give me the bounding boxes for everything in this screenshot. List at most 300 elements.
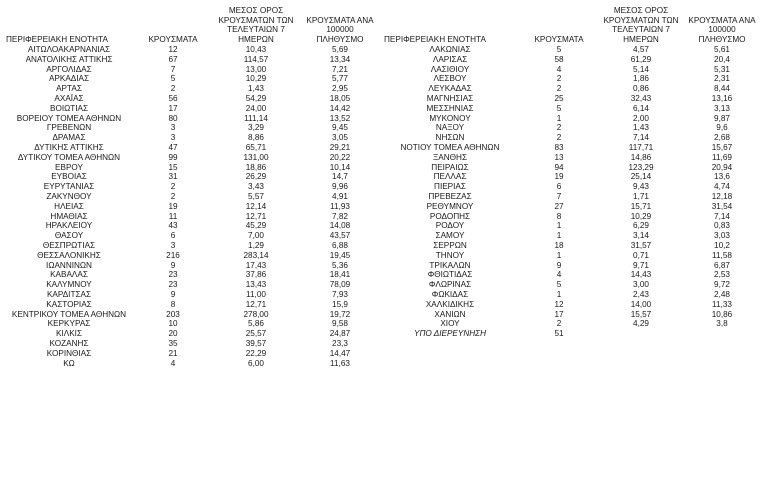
header-avg7-line2: ΚΡΟΥΣΜΑΤΩΝ ΤΩΝ: [218, 15, 294, 25]
table-row: [382, 212, 762, 222]
cases-cell: 9: [170, 260, 176, 270]
per100k-cell: 7,93: [332, 289, 348, 299]
cases-cell: 1: [556, 231, 562, 241]
avg7-cell: 278,00: [243, 309, 269, 319]
cases-cell: 21: [168, 348, 178, 358]
cases-cell: 2: [170, 182, 176, 192]
region-cell: ΦΩΚΙΔΑΣ: [431, 289, 469, 299]
table-row: [4, 163, 380, 173]
per100k-cell: 9,6: [716, 123, 728, 133]
per100k-cell: 10,86: [711, 309, 733, 319]
avg7-cell: 0,71: [633, 250, 649, 260]
table-header-row: [382, 6, 762, 45]
cases-cell: 51: [554, 329, 564, 339]
avg7-cell: 2,00: [633, 113, 649, 123]
avg7-cell: 15,57: [630, 309, 652, 319]
per100k-cell: 19,45: [329, 250, 351, 260]
avg7-cell: 3,14: [633, 231, 649, 241]
table-row: [4, 172, 380, 182]
per100k-cell: 11,63: [330, 358, 350, 368]
table-row: [4, 349, 380, 359]
region-cell: ΘΕΣΣΑΛΟΝΙΚΗΣ: [37, 250, 101, 260]
avg7-cell: 117,71: [628, 142, 654, 152]
per100k-cell: 13,52: [329, 113, 351, 123]
header-per100k-line2: ΠΛΗΘΥΣΜΟ: [316, 34, 364, 44]
table-row: [4, 290, 380, 300]
region-cell: ΔΡΑΜΑΣ: [52, 133, 86, 143]
per100k-cell: 14,08: [329, 221, 351, 231]
region-cell: ΥΠΟ ΔΙΕΡΕΥΝΗΣΗ: [414, 329, 486, 339]
table-row: [382, 310, 762, 320]
per100k-cell: 4,74: [714, 182, 730, 192]
region-cell: ΗΜΑΘΙΑΣ: [50, 211, 88, 221]
per100k-cell: 11,69: [712, 152, 732, 162]
table-row: [4, 221, 380, 231]
avg7-cell: 6,14: [633, 103, 649, 113]
header-cases: ΚΡΟΥΣΜΑΤΑ: [534, 34, 584, 44]
avg7-cell: 15,71: [630, 201, 652, 211]
per100k-cell: 9,87: [714, 113, 730, 123]
per100k-cell: 31,54: [711, 201, 733, 211]
cases-cell: 2: [556, 123, 562, 133]
table-row: [382, 241, 762, 251]
avg7-cell: 123,29: [628, 162, 654, 172]
avg7-cell: 9,71: [633, 260, 649, 270]
region-cell: ΣΕΡΡΩΝ: [433, 240, 467, 250]
region-cell: ΑΡΤΑΣ: [56, 84, 82, 94]
avg7-cell: 24,00: [245, 103, 267, 113]
table-row: [4, 300, 380, 310]
cases-cell: 7: [556, 191, 562, 201]
table-row: [382, 74, 762, 84]
region-cell: ΛΑΚΩΝΙΑΣ: [429, 45, 471, 54]
per100k-cell: 11,93: [330, 201, 350, 211]
cases-cell: 58: [554, 54, 564, 64]
table-row: [4, 192, 380, 202]
region-cell: ΝΟΤΙΟΥ ΤΟΜΕΑ ΑΘΗΝΩΝ: [400, 142, 500, 152]
table-row: [382, 319, 762, 329]
per100k-cell: 20,94: [711, 162, 733, 172]
per100k-cell: 2,68: [714, 133, 730, 143]
cases-cell: 13: [554, 152, 564, 162]
region-cell: ΕΒΡΟΥ: [55, 162, 83, 172]
avg7-cell: 9,43: [633, 182, 649, 192]
region-cell: ΦΛΩΡΙΝΑΣ: [428, 280, 472, 290]
per100k-cell: 4,91: [332, 191, 348, 201]
per100k-cell: 2,31: [714, 74, 730, 84]
table-row: [382, 123, 762, 133]
avg7-cell: 54,29: [245, 93, 267, 103]
region-cell: ΔΥΤΙΚΟΥ ΤΟΜΕΑ ΑΘΗΝΩΝ: [17, 152, 121, 162]
avg7-cell: 61,29: [630, 54, 652, 64]
avg7-cell: 5,86: [248, 319, 264, 329]
header-per100k-line1: ΚΡΟΥΣΜΑΤΑ ΑΝΑ 100000: [688, 15, 756, 34]
table-row: [382, 65, 762, 75]
cases-cell: 8: [170, 299, 176, 309]
avg7-cell: 4,57: [633, 45, 649, 54]
per100k-cell: 3,05: [332, 133, 348, 143]
region-cell: ΒΟΡΕΙΟΥ ΤΟΜΕΑ ΑΘΗΝΩΝ: [16, 113, 122, 123]
table-row: [4, 153, 380, 163]
per100k-cell: 3,13: [714, 103, 730, 113]
table-row: [4, 123, 380, 133]
table-row: [4, 84, 380, 94]
table-row: [4, 280, 380, 290]
table-row: [4, 241, 380, 251]
avg7-cell: 13,00: [245, 64, 267, 74]
cases-cell: 2: [170, 191, 176, 201]
table-row: [382, 202, 762, 212]
avg7-cell: 1,43: [633, 123, 649, 133]
per100k-cell: 9,58: [332, 319, 348, 329]
cases-cell: 2: [556, 84, 562, 94]
per100k-cell: 5,69: [332, 45, 348, 54]
avg7-cell: 1,71: [633, 191, 649, 201]
table-row: [382, 114, 762, 124]
region-cell: ΡΕΘΥΜΝΟΥ: [426, 201, 474, 211]
table-row: [4, 133, 380, 143]
header-per100k: [682, 6, 762, 45]
per100k-cell: 14,7: [332, 172, 348, 182]
table-row: [4, 45, 380, 55]
per100k-cell: 14,42: [329, 103, 351, 113]
table-row: [4, 251, 380, 261]
region-cell: ΕΥΡΥΤΑΝΙΑΣ: [43, 182, 95, 192]
region-cell: ΒΟΙΩΤΙΑΣ: [49, 103, 89, 113]
avg7-cell: 25,14: [630, 172, 652, 182]
per100k-cell: 78,09: [329, 280, 351, 290]
cases-cell: 2: [556, 74, 562, 84]
region-cell: ΡΟΔΟΥ: [435, 221, 465, 231]
table-row: [382, 153, 762, 163]
avg7-cell: 1,43: [248, 84, 264, 94]
cases-cell: 9: [556, 260, 562, 270]
header-per100k-line1: ΚΡΟΥΣΜΑΤΑ ΑΝΑ 100000: [306, 15, 374, 34]
table-row: [382, 192, 762, 202]
cases-cell: 43: [168, 221, 178, 231]
cases-cell: 2: [170, 84, 176, 94]
per100k-cell: 20,22: [329, 152, 351, 162]
table-row: [4, 339, 380, 349]
per100k-cell: 5,61: [714, 45, 730, 54]
avg7-cell: 5,57: [248, 191, 264, 201]
avg7-cell: 3,43: [248, 182, 264, 192]
region-cell: ΑΙΤΩΛΟΑΚΑΡΝΑΝΙΑΣ: [27, 45, 111, 54]
table-row: [4, 212, 380, 222]
region-cell: ΚΑΡΔΙΤΣΑΣ: [46, 289, 92, 299]
per100k-cell: 7,14: [714, 211, 730, 221]
avg7-cell: 12,14: [245, 201, 267, 211]
table-row: [4, 359, 380, 369]
table-row: [382, 329, 762, 339]
cases-cell: 12: [168, 45, 178, 54]
avg7-cell: 32,43: [630, 93, 652, 103]
cases-cell: 7: [170, 64, 176, 74]
per100k-cell: 15,9: [332, 299, 348, 309]
region-cell: ΑΧΑΪΑΣ: [54, 93, 84, 103]
table-row: [4, 202, 380, 212]
table-row: [382, 94, 762, 104]
table-row: [382, 221, 762, 231]
region-cell: ΕΥΒΟΙΑΣ: [51, 172, 87, 182]
per100k-cell: 19,72: [329, 309, 351, 319]
cases-table-right: [382, 6, 762, 339]
region-cell: ΣΑΜΟΥ: [435, 231, 465, 241]
region-cell: ΛΕΣΒΟΥ: [433, 74, 467, 84]
avg7-cell: 7,00: [248, 231, 264, 241]
region-cell: ΠΙΕΡΙΑΣ: [434, 182, 466, 192]
table-row: [382, 290, 762, 300]
region-cell: ΚΟΡΙΝΘΙΑΣ: [46, 348, 92, 358]
cases-cell: 31: [168, 172, 178, 182]
region-cell: ΔΥΤΙΚΗΣ ΑΤΤΙΚΗΣ: [34, 142, 104, 152]
cases-cell: 18: [554, 240, 564, 250]
table-body-right: [382, 45, 762, 339]
per100k-cell: 14,47: [329, 348, 351, 358]
region-cell: ΘΑΣΟΥ: [54, 231, 84, 241]
cases-cell: 12: [554, 299, 564, 309]
avg7-cell: 114,57: [243, 54, 269, 64]
cases-cell: 19: [554, 172, 564, 182]
region-cell: ΚΙΛΚΙΣ: [55, 329, 82, 339]
avg7-cell: 5,14: [633, 64, 649, 74]
region-cell: ΧΑΛΚΙΔΙΚΗΣ: [425, 299, 475, 309]
avg7-cell: 13,43: [245, 280, 267, 290]
per100k-cell: 2,48: [714, 289, 730, 299]
header-region: ΠΕΡΙΦΕΡΕΙΑΚΗ ΕΝΟΤΗΤΑ: [384, 34, 486, 44]
table-row: [4, 261, 380, 271]
avg7-cell: 31,57: [630, 240, 652, 250]
region-cell: ΘΕΣΠΡΩΤΙΑΣ: [42, 240, 96, 250]
avg7-cell: 1,86: [633, 74, 649, 84]
avg7-cell: 10,29: [245, 74, 267, 84]
avg7-cell: 37,86: [245, 270, 267, 280]
avg7-cell: 0,86: [633, 84, 649, 94]
avg7-cell: [600, 329, 682, 339]
cases-cell: 94: [554, 162, 564, 172]
per100k-cell: 15,67: [711, 142, 733, 152]
cases-cell: 11: [168, 211, 178, 221]
table-row: [382, 45, 762, 55]
cases-cell: 4: [170, 358, 176, 368]
avg7-cell: 10,29: [630, 211, 652, 221]
per100k-cell: 24,87: [329, 329, 351, 339]
per100k-cell: 13,6: [714, 172, 730, 182]
per100k-cell: 13,16: [711, 93, 733, 103]
header-avg7-line3: ΤΕΛΕΥΤΑΙΩΝ 7 ΗΜΕΡΩΝ: [612, 25, 670, 44]
avg7-cell: 8,86: [248, 133, 264, 143]
header-avg7-line1: ΜΕΣΟΣ ΟΡΟΣ: [228, 6, 284, 15]
avg7-cell: 25,57: [245, 329, 267, 339]
avg7-cell: 4,29: [633, 319, 649, 329]
table-row: [4, 55, 380, 65]
cases-cell: 20: [168, 329, 178, 339]
header-avg7: [600, 6, 682, 45]
table-row: [382, 231, 762, 241]
avg7-cell: 45,29: [245, 221, 267, 231]
table-row: [4, 104, 380, 114]
region-cell: ΚΑΛΥΜΝΟΥ: [46, 280, 92, 290]
per100k-cell: 5,31: [714, 64, 730, 74]
avg7-cell: 2,43: [633, 289, 649, 299]
per100k-cell: 9,96: [332, 182, 348, 192]
table-row: [4, 114, 380, 124]
cases-cell: 1: [556, 221, 562, 231]
cases-cell: 35: [168, 338, 178, 348]
cases-cell: 10: [168, 319, 178, 329]
avg7-cell: 283,14: [243, 250, 269, 260]
per100k-cell: 0,83: [714, 221, 730, 231]
cases-cell: 6: [170, 231, 176, 241]
region-cell: ΛΕΥΚΑΔΑΣ: [428, 84, 472, 94]
table-body-left: [4, 45, 380, 368]
avg7-cell: 7,14: [633, 133, 649, 143]
avg7-cell: 65,71: [245, 142, 267, 152]
per100k-cell: 3,03: [714, 231, 730, 241]
per100k-cell: 18,41: [329, 270, 351, 280]
region-cell: ΚΑΣΤΟΡΙΑΣ: [46, 299, 92, 309]
per100k-cell: 43,57: [329, 231, 351, 241]
cases-cell: 83: [554, 142, 564, 152]
region-cell: ΧΙΟΥ: [440, 319, 460, 329]
cases-cell: 25: [554, 93, 564, 103]
avg7-cell: 111,14: [244, 113, 268, 123]
region-cell: ΛΑΡΙΣΑΣ: [432, 54, 468, 64]
per100k-cell: 3,8: [716, 319, 728, 329]
per100k-cell: 18,05: [329, 93, 351, 103]
cases-cell: 23: [168, 270, 178, 280]
region-cell: ΤΡΙΚΑΛΩΝ: [429, 260, 471, 270]
table-row: [4, 65, 380, 75]
avg7-cell: 14,00: [630, 299, 652, 309]
avg7-cell: 26,29: [245, 172, 267, 182]
table-row: [382, 163, 762, 173]
header-region: ΠΕΡΙΦΕΡΕΙΑΚΗ ΕΝΟΤΗΤΑ: [6, 34, 108, 44]
region-cell: ΜΑΓΝΗΣΙΑΣ: [426, 93, 474, 103]
region-cell: ΝΗΣΩΝ: [435, 133, 465, 143]
table-row: [4, 143, 380, 153]
per100k-cell: 2,53: [714, 270, 730, 280]
region-cell: ΜΕΣΣΗΝΙΑΣ: [426, 103, 474, 113]
cases-cell: 1: [556, 289, 562, 299]
cases-cell: 47: [168, 142, 178, 152]
table-row: [4, 182, 380, 192]
cases-cell: 8: [556, 211, 562, 221]
cases-cell: 19: [168, 201, 178, 211]
avg7-cell: 39,57: [245, 338, 267, 348]
cases-cell: 3: [170, 240, 176, 250]
table-row: [382, 280, 762, 290]
cases-cell: 3: [170, 123, 176, 133]
region-cell: ΖΑΚΥΝΘΟΥ: [46, 191, 92, 201]
table-row: [4, 270, 380, 280]
region-cell: ΚΩ: [63, 358, 75, 368]
avg7-cell: 14,86: [630, 152, 652, 162]
avg7-cell: 17,43: [245, 260, 267, 270]
avg7-cell: 6,29: [633, 221, 649, 231]
cases-cell: 56: [168, 93, 178, 103]
cases-cell: 9: [170, 289, 176, 299]
region-cell: ΚΕΝΤΡΙΚΟΥ ΤΟΜΕΑ ΑΘΗΝΩΝ: [11, 309, 127, 319]
avg7-cell: 12,71: [245, 211, 267, 221]
table-row: [382, 270, 762, 280]
header-avg7-line3: ΤΕΛΕΥΤΑΙΩΝ 7 ΗΜΕΡΩΝ: [227, 25, 285, 44]
cases-cell: 5: [170, 74, 176, 84]
header-per100k-line2: ΠΛΗΘΥΣΜΟ: [698, 34, 746, 44]
cases-cell: 4: [556, 64, 562, 74]
region-cell: ΓΡΕΒΕΝΩΝ: [46, 123, 92, 133]
region-cell: ΦΘΙΩΤΙΔΑΣ: [427, 270, 473, 280]
per100k-cell: 5,77: [332, 74, 348, 84]
cases-cell: 5: [556, 103, 562, 113]
avg7-cell: 22,29: [245, 348, 267, 358]
region-cell: ΑΡΓΟΛΙΔΑΣ: [46, 64, 92, 74]
cases-cell: 2: [556, 133, 562, 143]
region-cell: ΑΡΚΑΔΙΑΣ: [48, 74, 90, 84]
per100k-cell: 11,58: [712, 250, 732, 260]
region-cell: ΠΕΛΛΑΣ: [433, 172, 467, 182]
table-row: [382, 251, 762, 261]
per100k-cell: 10,2: [714, 240, 730, 250]
cases-cell: 1: [556, 250, 562, 260]
table-row: [382, 261, 762, 271]
per100k-cell: 12,18: [711, 191, 733, 201]
per100k-cell: 9,72: [714, 280, 730, 290]
region-cell: ΝΑΞΟΥ: [435, 123, 465, 133]
per100k-cell: 6,87: [714, 260, 730, 270]
avg7-cell: 3,29: [248, 123, 264, 133]
cases-cell: 80: [168, 113, 178, 123]
table-row: [4, 310, 380, 320]
per100k-cell: 23,3: [332, 338, 348, 348]
per100k-cell: 11,33: [712, 299, 732, 309]
header-avg7: [212, 6, 300, 45]
table-row: [382, 133, 762, 143]
region-cell: ΗΡΑΚΛΕΙΟΥ: [45, 221, 93, 231]
cases-cell: 17: [168, 103, 178, 113]
cases-cell: 1: [556, 113, 562, 123]
avg7-cell: 6,00: [248, 358, 264, 368]
region-cell: ΚΟΖΑΝΗΣ: [49, 338, 89, 348]
table-row: [4, 319, 380, 329]
header-avg7-line1: ΜΕΣΟΣ ΟΡΟΣ: [613, 6, 669, 15]
region-cell: ΗΛΕΙΑΣ: [54, 201, 84, 211]
cases-cell: 4: [556, 270, 562, 280]
cases-cell: 5: [556, 45, 562, 54]
per100k-cell: 2,95: [332, 84, 348, 94]
cases-cell: 17: [554, 309, 564, 319]
table-row: [382, 104, 762, 114]
per100k-cell: 29,21: [329, 142, 351, 152]
table-row: [382, 84, 762, 94]
avg7-cell: 3,00: [633, 280, 649, 290]
cases-cell: 99: [168, 152, 178, 162]
table-header-row: [4, 6, 380, 45]
cases-cell: 203: [166, 309, 180, 319]
table-row: [4, 329, 380, 339]
avg7-cell: 131,00: [243, 152, 269, 162]
per100k-cell: 7,82: [332, 211, 348, 221]
region-cell: ΚΑΒΑΛΑΣ: [50, 270, 88, 280]
cases-cell: 67: [168, 54, 178, 64]
table-row: [382, 55, 762, 65]
per100k-cell: 8,44: [714, 84, 730, 94]
header-avg7-line2: ΚΡΟΥΣΜΑΤΩΝ ΤΩΝ: [603, 15, 679, 25]
avg7-cell: 11,00: [246, 289, 266, 299]
region-cell: ΞΑΝΘΗΣ: [432, 152, 468, 162]
table-row: [4, 74, 380, 84]
per100k-cell: 5,36: [332, 260, 348, 270]
